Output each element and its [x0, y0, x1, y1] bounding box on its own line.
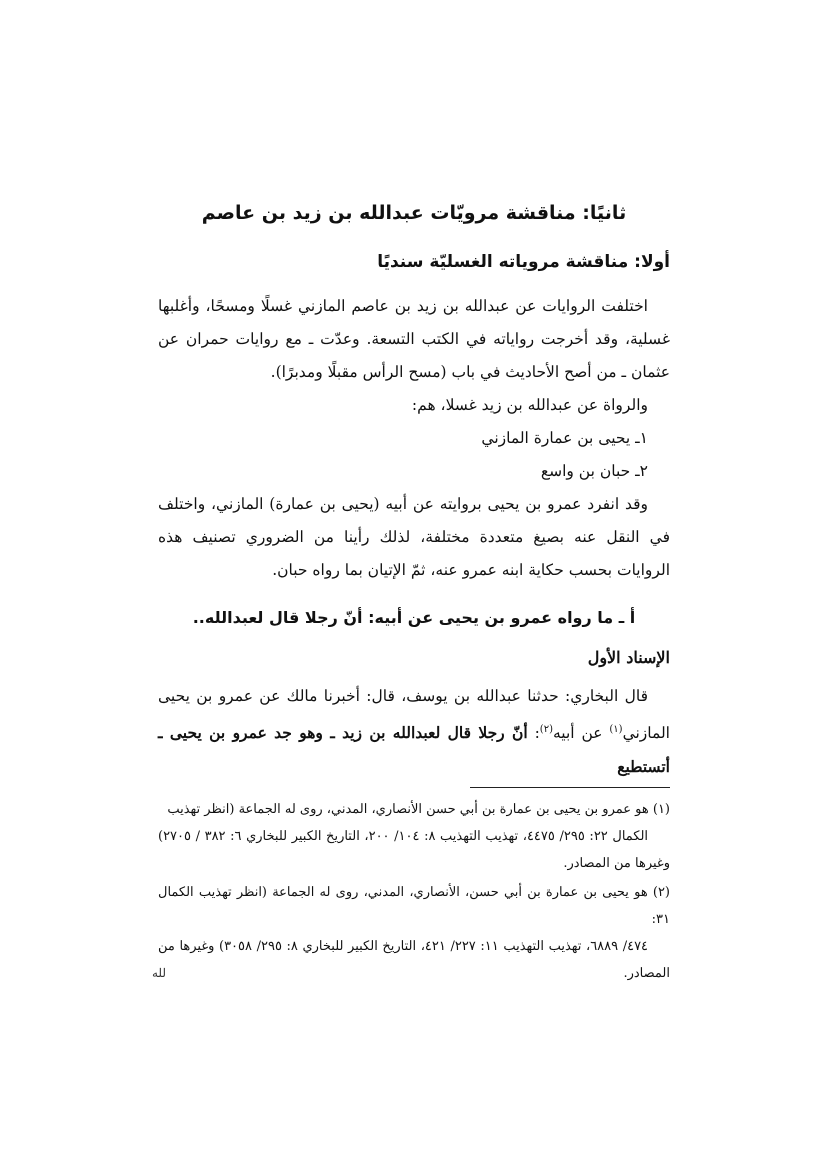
footnote-2-line1: (٢) هو يحيى بن عمارة بن أبي حسن، الأنصاري، المدني، روى له الجماعة (انظر تهذيب الكمال ٣١: [158, 885, 670, 927]
quote-part-1: قال البخاري: حدثنا عبدالله بن يوسف، قال: أخبرنا مالك عن عمرو بن يحيى المازني [158, 687, 670, 743]
page-mark: لله [152, 966, 167, 980]
intro-paragraph: اختلفت الروايات عن عبدالله بن زيد بن عاصم المازني غسلًا ومسحًا، وأغلبها غسلية، وقد أخرجت رواياته في الكتب التسعة. وعدّت ـ مع روايات حمران عن عثمان ـ من أصح الأحاديث في باب (مسح الرأس مقبلًا ومدبرًا). [158, 297, 670, 381]
narrator-item-1: ١ـ يحيى بن عمارة المازني [481, 429, 648, 447]
body-text [158, 290, 670, 587]
narrators-intro: والرواة عن عبدالله بن زيد غسلا، هم: [411, 396, 648, 414]
footnote-1 [158, 796, 670, 877]
chapter-heading: ثانيًا: مناقشة مرويّات عبدالله بن زيد بن عاصم [201, 202, 627, 224]
hadith-text [158, 680, 670, 784]
section-subheading: أولا: مناقشة مروياته الغسليّة سنديًا [377, 252, 670, 272]
narrator-item-2: ٢ـ حبان بن واسع [540, 462, 648, 480]
footnote-1-line1: (١) هو عمرو بن يحيى بن عمارة بن أبي حسن الأنصاري، المدني، روى له الجماعة (انظر تهذيب [167, 802, 670, 817]
footnotes [158, 796, 670, 989]
footnote-2-rest: ٤٧٤/ ٦٨٨٩، تهذيب التهذيب ١١: ٢٢٧/ ٤٢١، التاريخ الكبير للبخاري ٨: ٢٩٥/ ٣٠٥٨) وغيرها من المصادر. [158, 939, 670, 981]
isnad-title: الإسناد الأول [587, 648, 670, 667]
quote-bold-text: أنّ رجلا قال لعبدالله بن زيد ـ وهو جد عمرو بن يحيى ـ أتستطيع [158, 723, 670, 777]
footnote-ref-2: (٢) [539, 724, 553, 735]
footnote-ref-1: (١) [609, 724, 623, 735]
analysis-paragraph: وقد انفرد عمرو بن يحيى بروايته عن أبيه (يحيى بن عمارة) المازني، واختلف في النقل عنه بصيغ متعددة مختلفة، لذلك رأينا من الضروري تصنيف هذه الروايات بحسب حكاية ابنه عمرو عنه، ثمّ الإتيان بما رواه حبان. [158, 495, 670, 579]
footnote-divider [470, 787, 670, 788]
quote-paragraph [158, 680, 670, 784]
footnote-1-rest: الكمال ٢٢: ٢٩٥/ ٤٤٧٥، تهذيب التهذيب ٨: ١٠٤/ ٢٠٠، التاريخ الكبير للبخاري ٦: ٣٨٢ / ٢٧٠٥) وغيرها من المصادر. [158, 829, 670, 871]
section-heading-a: أ ـ ما رواه عمرو بن يحيى عن أبيه: أنّ رجلا قال لعبدالله.. [192, 608, 636, 627]
footnote-2 [158, 879, 670, 987]
quote-part-3: : [527, 724, 540, 743]
quote-part-2: عن أبيه [552, 724, 610, 743]
